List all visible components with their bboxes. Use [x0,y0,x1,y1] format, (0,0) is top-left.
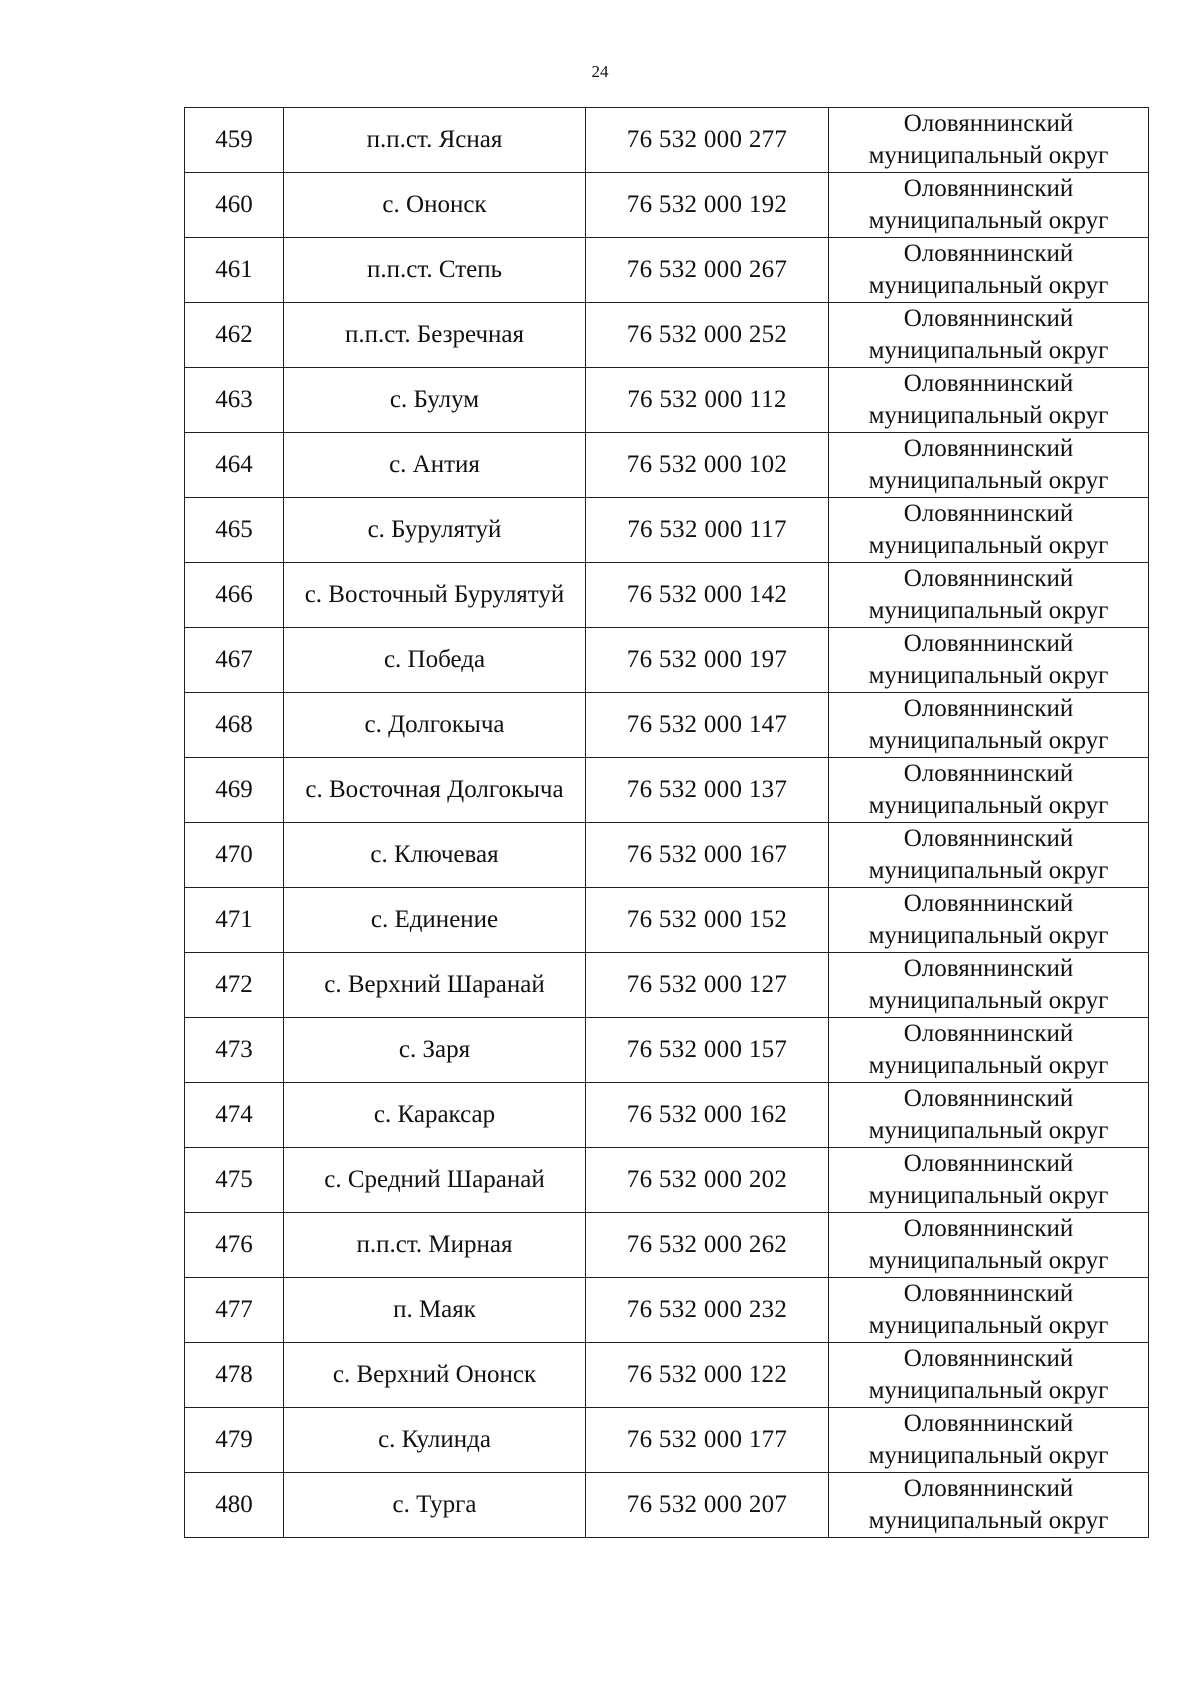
row-number-cell: 461 [185,238,284,303]
row-number-cell: 479 [185,1408,284,1473]
district-cell [829,1278,1149,1343]
settlement-name-cell: с. Верхний Шаранай [284,953,586,1018]
table-row [185,108,1149,173]
district-name-line: Оловяннинский [903,1410,1074,1437]
district-name-line: Оловяннинский [903,1215,1074,1242]
oktmo-code-cell: 76 532 000 137 [586,758,829,823]
district-cell [829,693,1149,758]
settlement-name-cell: с. Средний Шаранай [284,1148,586,1213]
row-number-cell: 464 [185,433,284,498]
settlement-name-cell: с. Турга [284,1473,586,1538]
row-number-cell: 459 [185,108,284,173]
row-number-cell: 463 [185,368,284,433]
row-number-cell: 471 [185,888,284,953]
page-number: 24 [591,62,609,81]
district-cell [829,238,1149,303]
district-name-line: Оловяннинский [903,955,1074,982]
district-cell [829,888,1149,953]
district-type-line: муниципальный округ [868,1377,1109,1404]
row-number-cell: 468 [185,693,284,758]
district-type-line: муниципальный округ [868,727,1109,754]
settlement-name-cell: п.п.ст. Мирная [284,1213,586,1278]
district-type-line: муниципальный округ [868,662,1109,689]
district-type-line: муниципальный округ [868,792,1109,819]
row-number-cell: 462 [185,303,284,368]
district-name-line: Оловяннинский [903,1150,1074,1177]
oktmo-code-cell: 76 532 000 262 [586,1213,829,1278]
table-row [185,433,1149,498]
district-name-line: Оловяннинский [903,565,1074,592]
row-number-cell: 466 [185,563,284,628]
district-name-line: Оловяннинский [903,305,1074,332]
district-cell [829,1083,1149,1148]
district-name-line: Оловяннинский [903,110,1074,137]
oktmo-code-cell: 76 532 000 252 [586,303,829,368]
oktmo-code-cell: 76 532 000 267 [586,238,829,303]
district-type-line: муниципальный округ [868,857,1109,884]
row-number-cell: 470 [185,823,284,888]
district-cell [829,628,1149,693]
district-name-line: Оловяннинский [903,760,1074,787]
oktmo-code-cell: 76 532 000 157 [586,1018,829,1083]
settlement-name-cell: с. Бурулятуй [284,498,586,563]
district-type-line: муниципальный округ [868,987,1109,1014]
oktmo-code-cell: 76 532 000 142 [586,563,829,628]
oktmo-code-cell: 76 532 000 202 [586,1148,829,1213]
settlement-name-cell: п.п.ст. Степь [284,238,586,303]
district-name-line: Оловяннинский [903,1085,1074,1112]
district-type-line: муниципальный округ [868,922,1109,949]
table-row [185,1473,1149,1538]
table-row [185,758,1149,823]
settlement-name-cell: с. Караксар [284,1083,586,1148]
oktmo-code-cell: 76 532 000 167 [586,823,829,888]
district-name-line: Оловяннинский [903,240,1074,267]
row-number-cell: 474 [185,1083,284,1148]
district-cell [829,1343,1149,1408]
district-cell [829,368,1149,433]
settlement-name-cell: с. Ключевая [284,823,586,888]
table-row [185,1213,1149,1278]
row-number-cell: 465 [185,498,284,563]
settlement-name-cell: с. Восточная Долгокыча [284,758,586,823]
district-cell [829,173,1149,238]
oktmo-code-cell: 76 532 000 127 [586,953,829,1018]
settlement-name-cell: с. Победа [284,628,586,693]
settlement-name-cell: с. Булум [284,368,586,433]
oktmo-code-cell: 76 532 000 152 [586,888,829,953]
district-type-line: муниципальный округ [868,597,1109,624]
oktmo-code-cell: 76 532 000 177 [586,1408,829,1473]
settlement-name-cell: с. Долгокыча [284,693,586,758]
district-cell [829,1408,1149,1473]
row-number-cell: 476 [185,1213,284,1278]
settlement-name-cell: с. Кулинда [284,1408,586,1473]
settlement-name-cell: с. Антия [284,433,586,498]
oktmo-code-cell: 76 532 000 117 [586,498,829,563]
oktmo-code-cell: 76 532 000 112 [586,368,829,433]
settlement-name-cell: с. Восточный Бурулятуй [284,563,586,628]
row-number-cell: 480 [185,1473,284,1538]
settlement-name-cell: с. Единение [284,888,586,953]
district-cell [829,1473,1149,1538]
district-name-line: Оловяннинский [903,1345,1074,1372]
district-cell [829,303,1149,368]
district-name-line: Оловяннинский [903,1020,1074,1047]
district-cell [829,1018,1149,1083]
oktmo-code-cell: 76 532 000 102 [586,433,829,498]
row-number-cell: 475 [185,1148,284,1213]
row-number-cell: 477 [185,1278,284,1343]
district-name-line: Оловяннинский [903,695,1074,722]
table-row [185,1343,1149,1408]
oktmo-code-cell: 76 532 000 162 [586,1083,829,1148]
row-number-cell: 472 [185,953,284,1018]
district-name-line: Оловяннинский [903,500,1074,527]
settlement-name-cell: с. Ононск [284,173,586,238]
district-type-line: муниципальный округ [868,337,1109,364]
table-row [185,1408,1149,1473]
oktmo-code-cell: 76 532 000 197 [586,628,829,693]
settlement-name-cell: с. Верхний Ононск [284,1343,586,1408]
district-type-line: муниципальный округ [868,1117,1109,1144]
table-row [185,628,1149,693]
district-name-line: Оловяннинский [903,825,1074,852]
district-cell [829,433,1149,498]
district-type-line: муниципальный округ [868,1442,1109,1469]
table-row [185,1018,1149,1083]
district-cell [829,953,1149,1018]
settlement-name-cell: п.п.ст. Ясная [284,108,586,173]
row-number-cell: 467 [185,628,284,693]
district-cell [829,563,1149,628]
settlements-table-container [184,107,1148,1538]
oktmo-code-cell: 76 532 000 277 [586,108,829,173]
district-cell [829,1148,1149,1213]
settlement-name-cell: п. Маяк [284,1278,586,1343]
settlement-name-cell: с. Заря [284,1018,586,1083]
district-name-line: Оловяннинский [903,890,1074,917]
district-cell [829,1213,1149,1278]
oktmo-code-cell: 76 532 000 192 [586,173,829,238]
settlement-name-cell: п.п.ст. Безречная [284,303,586,368]
district-cell [829,108,1149,173]
row-number-cell: 469 [185,758,284,823]
table-row [185,563,1149,628]
row-number-cell: 478 [185,1343,284,1408]
table-row [185,173,1149,238]
oktmo-code-cell: 76 532 000 122 [586,1343,829,1408]
settlements-table [184,107,1149,1538]
oktmo-code-cell: 76 532 000 147 [586,693,829,758]
district-type-line: муниципальный округ [868,402,1109,429]
district-type-line: муниципальный округ [868,467,1109,494]
table-row [185,498,1149,563]
district-type-line: муниципальный округ [868,142,1109,169]
district-type-line: муниципальный округ [868,1507,1109,1534]
row-number-cell: 460 [185,173,284,238]
district-cell [829,758,1149,823]
district-type-line: муниципальный округ [868,272,1109,299]
district-type-line: муниципальный округ [868,532,1109,559]
district-name-line: Оловяннинский [903,1475,1074,1502]
table-row [185,368,1149,433]
district-type-line: муниципальный округ [868,1182,1109,1209]
table-row [185,1083,1149,1148]
district-type-line: муниципальный округ [868,1052,1109,1079]
district-cell [829,823,1149,888]
table-body [185,108,1149,1538]
table-row [185,953,1149,1018]
table-row [185,303,1149,368]
district-name-line: Оловяннинский [903,370,1074,397]
district-name-line: Оловяннинский [903,435,1074,462]
district-type-line: муниципальный округ [868,207,1109,234]
table-row [185,823,1149,888]
oktmo-code-cell: 76 532 000 232 [586,1278,829,1343]
district-type-line: муниципальный округ [868,1312,1109,1339]
table-row [185,1278,1149,1343]
district-name-line: Оловяннинский [903,1280,1074,1307]
table-row [185,238,1149,303]
oktmo-code-cell: 76 532 000 207 [586,1473,829,1538]
district-type-line: муниципальный округ [868,1247,1109,1274]
district-name-line: Оловяннинский [903,630,1074,657]
table-row [185,693,1149,758]
row-number-cell: 473 [185,1018,284,1083]
table-row [185,888,1149,953]
district-name-line: Оловяннинский [903,175,1074,202]
district-cell [829,498,1149,563]
table-row [185,1148,1149,1213]
